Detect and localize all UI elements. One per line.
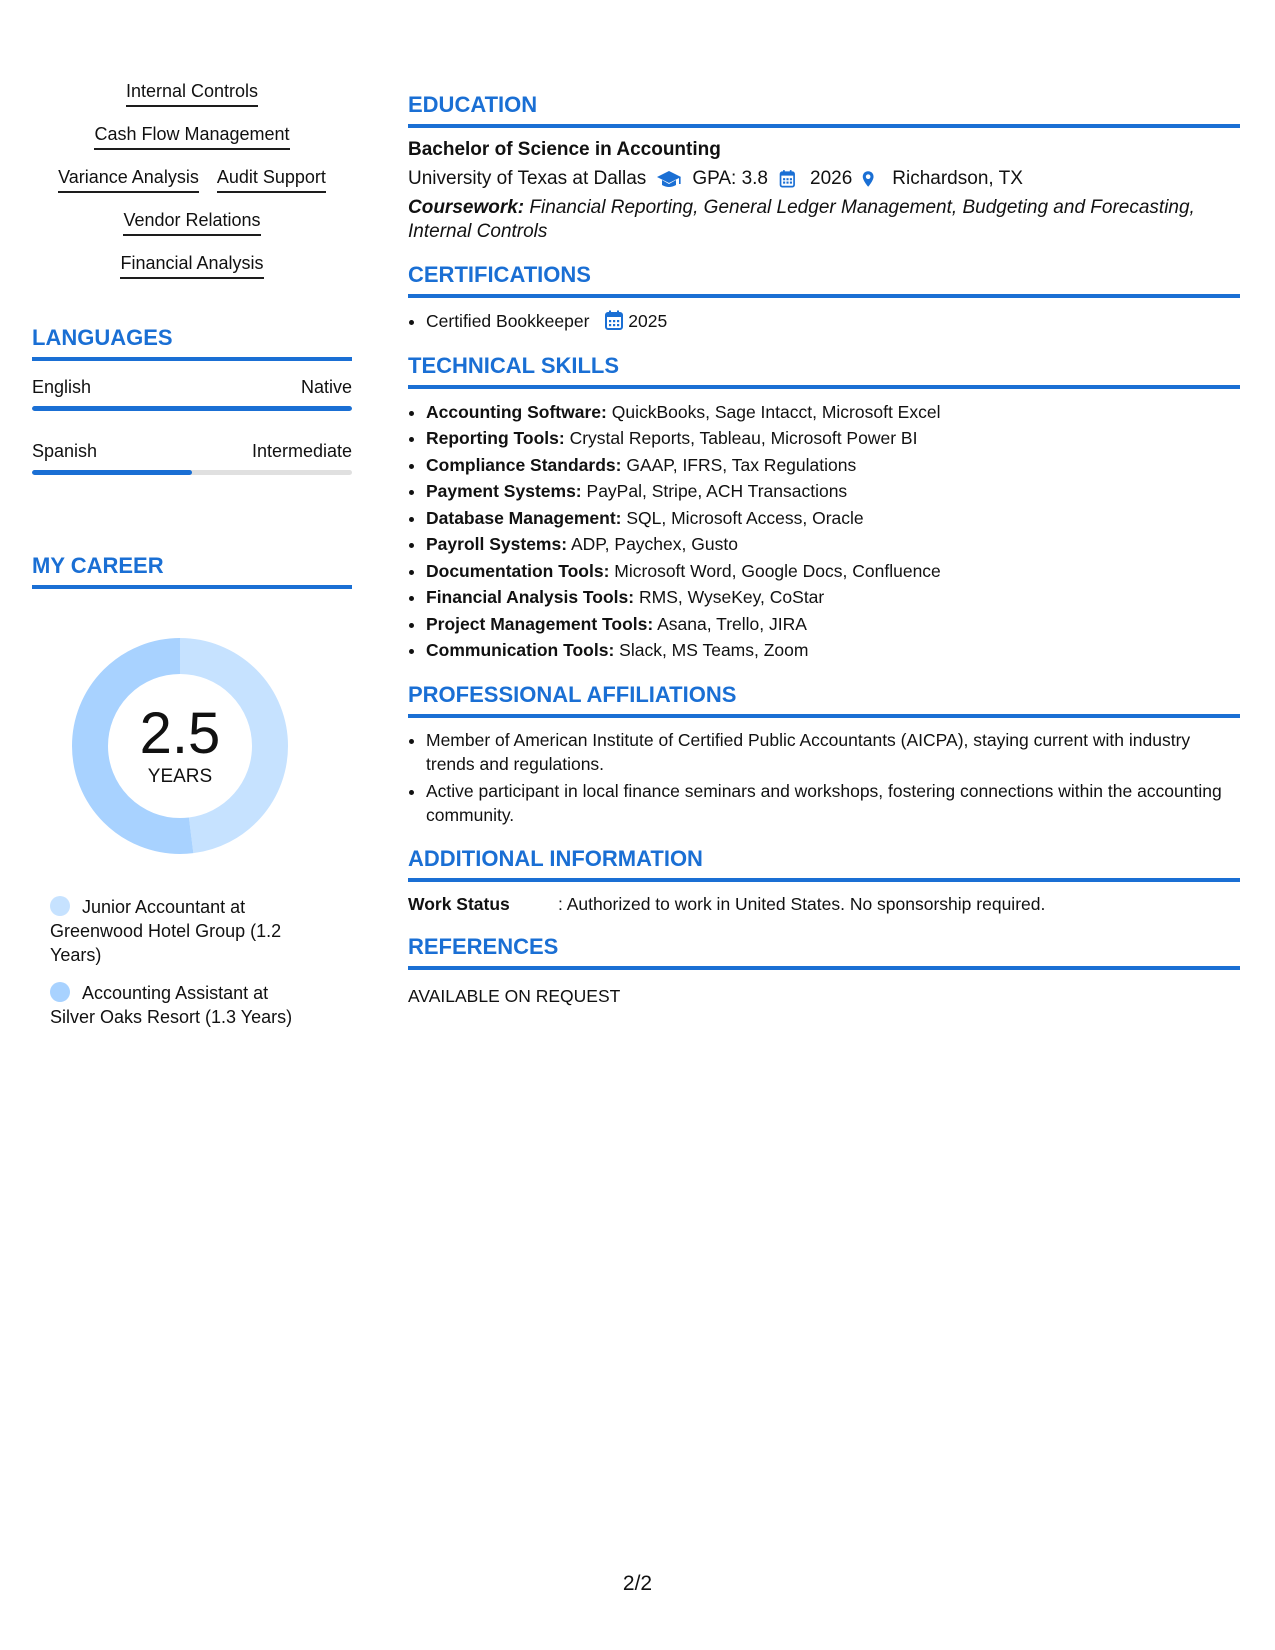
skill-values: SQL, Microsoft Access, Oracle xyxy=(626,507,864,528)
skill-category: Project Management Tools: xyxy=(426,613,654,634)
skill-values: ADP, Paychex, Gusto xyxy=(570,534,738,554)
language-row xyxy=(32,377,352,398)
language-name: English xyxy=(32,377,92,397)
legend-dot xyxy=(50,982,70,1002)
skill-tag: Cash Flow Management xyxy=(94,123,289,150)
skill-values: Microsoft Word, Google Docs, Confluence xyxy=(614,560,941,581)
skills-row xyxy=(32,80,352,107)
coursework-label: Coursework: xyxy=(408,197,525,218)
skill-values: Slack, MS Teams, Zoom xyxy=(619,640,809,660)
affiliations-heading: PROFESSIONAL AFFILIATIONS xyxy=(408,682,1240,718)
language-bar-fill xyxy=(32,470,192,475)
career-legend xyxy=(50,895,310,1029)
skill-values: QuickBooks, Sage Intacct, Microsoft Excel xyxy=(611,401,941,422)
skill-category: Communication Tools: xyxy=(426,640,615,660)
skill-item xyxy=(426,478,1240,505)
affiliations-list xyxy=(408,728,1240,828)
location-pin-icon xyxy=(862,168,882,190)
affiliations-section xyxy=(408,682,1240,828)
work-status-label: Work Status xyxy=(408,893,510,914)
career-item-text: Junior Accountant at Greenwood Hotel Group (1.2 Years) xyxy=(50,897,282,965)
additional-info-section xyxy=(408,846,1240,916)
language-item xyxy=(32,377,352,411)
skill-item xyxy=(426,505,1240,532)
graduation-year: 2026 xyxy=(810,168,853,189)
work-status-value: : Authorized to work in United States. No sponsorship required. xyxy=(558,893,1046,914)
certifications-list xyxy=(408,308,1240,335)
skill-category: Reporting Tools: xyxy=(426,428,565,448)
coursework-list: Financial Reporting, General Ledger Management, Budgeting and Forecasting, Internal Controls xyxy=(408,197,1195,242)
skill-category: Documentation Tools: xyxy=(426,560,610,581)
skill-item xyxy=(426,611,1240,638)
language-bar xyxy=(32,470,352,475)
language-bar-fill xyxy=(32,406,352,411)
technical-skills-list xyxy=(408,399,1240,664)
additional-info-heading: ADDITIONAL INFORMATION xyxy=(408,846,1240,882)
affiliation-item: • Member of American Institute of Certified Public Accountants (AICPA), staying current with industry trends and regulations. xyxy=(426,728,1240,777)
references-text: AVAILABLE ON REQUEST xyxy=(408,985,621,1006)
skill-category: Database Management: xyxy=(426,507,622,528)
calendar-icon xyxy=(604,310,624,330)
skill-item xyxy=(426,452,1240,479)
skills-row xyxy=(32,209,352,236)
career-heading: MY CAREER xyxy=(32,553,352,589)
technical-skills-heading: TECHNICAL SKILLS xyxy=(408,353,1240,389)
language-row xyxy=(32,441,352,462)
certification-item xyxy=(426,308,1240,335)
language-level: Intermediate xyxy=(251,441,352,461)
graduation-cap-icon xyxy=(656,168,682,190)
affiliation-item: • Active participant in local finance seminars and workshops, fostering connections within the accounting community. xyxy=(426,779,1240,828)
skill-values: PayPal, Stripe, ACH Transactions xyxy=(586,481,848,501)
skill-tag: Internal Controls xyxy=(126,80,258,107)
references-section xyxy=(408,934,1240,1008)
skill-item xyxy=(426,531,1240,558)
skill-values: RMS, WyseKey, CoStar xyxy=(638,587,825,607)
calendar-icon xyxy=(778,168,800,190)
career-total-years: 2.5 xyxy=(139,701,221,766)
skill-item xyxy=(426,637,1240,664)
skill-category: Financial Analysis Tools: xyxy=(426,587,635,607)
language-bar xyxy=(32,406,352,411)
technical-skills-section xyxy=(408,353,1240,664)
career-legend-item xyxy=(50,981,310,1029)
skill-category: Payment Systems: xyxy=(426,481,582,501)
certification-name: Certified Bookkeeper xyxy=(426,311,590,331)
gpa: GPA: 3.8 xyxy=(692,168,768,189)
skill-category: Payroll Systems: xyxy=(426,534,568,554)
skill-category: Accounting Software: xyxy=(426,401,607,422)
main-column xyxy=(408,92,1240,1026)
language-level: Native xyxy=(300,377,352,397)
coursework xyxy=(408,196,1240,244)
skills-row xyxy=(32,123,352,150)
education-section xyxy=(408,92,1240,244)
skill-values: Asana, Trello, JIRA xyxy=(657,613,807,634)
skill-tag: Audit Support xyxy=(217,166,326,193)
skill-values: Crystal Reports, Tableau, Microsoft Power BI xyxy=(569,428,918,448)
career-donut-chart xyxy=(65,631,295,861)
education-details xyxy=(408,166,1240,192)
school-name: University of Texas at Dallas xyxy=(408,168,647,189)
skill-item xyxy=(426,425,1240,452)
skills-tags xyxy=(32,80,352,279)
education-location: Richardson, TX xyxy=(892,168,1023,189)
donut-center xyxy=(65,631,295,861)
legend-dot xyxy=(50,896,70,916)
skill-item xyxy=(426,584,1240,611)
education-heading: EDUCATION xyxy=(408,92,1240,128)
sidebar xyxy=(32,80,352,1043)
career-years-label: YEARS xyxy=(147,766,213,787)
skills-row xyxy=(32,166,352,193)
career-legend-item xyxy=(50,895,310,967)
certification-year: 2025 xyxy=(628,311,668,331)
skill-category: Compliance Standards: xyxy=(426,454,622,475)
skills-row xyxy=(32,252,352,279)
languages-heading: LANGUAGES xyxy=(32,325,352,361)
references-heading: REFERENCES xyxy=(408,934,1240,970)
language-name: Spanish xyxy=(32,441,98,461)
certifications-heading: CERTIFICATIONS xyxy=(408,262,1240,298)
page-number: 2/2 xyxy=(622,1572,653,1595)
skill-values: GAAP, IFRS, Tax Regulations xyxy=(626,454,857,475)
skill-tag: Vendor Relations xyxy=(123,209,260,236)
skill-item xyxy=(426,399,1240,426)
skill-tag: Variance Analysis xyxy=(58,166,199,193)
language-item xyxy=(32,441,352,475)
certifications-section xyxy=(408,262,1240,335)
skill-tag: Financial Analysis xyxy=(120,252,263,279)
skill-item xyxy=(426,558,1240,585)
career-item-text: Accounting Assistant at Silver Oaks Resort (1.3 Years) xyxy=(50,983,293,1027)
work-status-row xyxy=(408,892,1240,916)
degree-title: Bachelor of Science in Accounting xyxy=(408,139,721,160)
